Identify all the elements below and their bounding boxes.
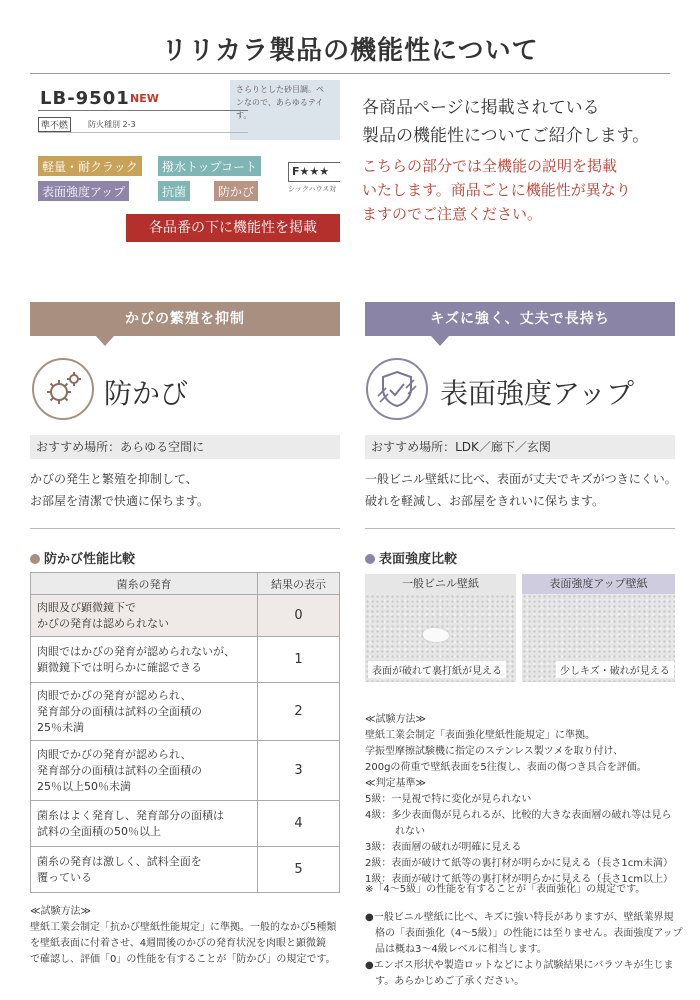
mold-compare-title <box>30 548 135 567</box>
fire-class-text: 防火種別 2-3 <box>88 120 136 129</box>
title-divider <box>30 73 670 74</box>
table-cell-value: 4 <box>258 801 340 847</box>
surface-compare-title <box>365 548 457 567</box>
intro-text: 各商品ページに掲載されている 製品の機能性についてご紹介します。 <box>362 98 650 146</box>
table-cell-text: 肉眼及び顕微鏡下で かびの発育は認められない <box>31 595 258 637</box>
note-line: ●エンボス形状や製造ロットなどにより試験結果にバラツキが生じま <box>365 960 674 971</box>
compare-image-normal <box>365 594 516 682</box>
mold-recommend: おすすめ場所：あらゆる空間に <box>30 435 340 459</box>
table-cell-value: 0 <box>258 595 340 637</box>
compare-head-normal: 一般ビニル壁紙 <box>365 574 516 594</box>
criteria-item: れない <box>365 826 425 837</box>
table-row <box>31 801 340 847</box>
criteria-item: 1級：表面が破けて紙等の裏打材が明らかに見える（長さ1cm以上） <box>365 874 673 885</box>
table-row <box>31 637 340 683</box>
mold-description: かびの発生と繁殖を抑制して、 お部屋を清潔で快適に保ちます。 <box>30 472 210 508</box>
table-row <box>31 847 340 893</box>
compare-caption-normal: 表面が破れて裏打紙が見える <box>368 661 506 678</box>
table-cell-text: 肉眼でかびの発育が認められ、 発育部分の面積は試料の全面積の 25％未満 <box>31 683 258 741</box>
tag-anti-mold: 防かび <box>214 181 258 201</box>
compare-image-strong <box>522 594 675 682</box>
mold-feature-name: 防かび <box>104 377 189 410</box>
surface-criteria-title: ≪判定基準≫ <box>365 778 426 789</box>
compare-caption-strong: 少しキズ・破れが見える <box>556 661 674 678</box>
surface-recommend: おすすめ場所：LDK／廊下／玄関 <box>365 435 675 459</box>
surface-banner: キズに強く、丈夫で長持ち <box>365 302 675 336</box>
banner-pointer <box>96 336 114 346</box>
mold-comparison-table <box>30 572 340 893</box>
surface-compare-label: 表面強度比較 <box>379 552 458 567</box>
surface-description: 一般ビニル壁紙に比べ、表面が丈夫でキズがつきにくい。 破れを軽減し、お部屋をきれいに保ちます。 <box>365 472 677 508</box>
table-row <box>31 683 340 741</box>
sample-description-text: さらりとした砂目調。ペ ンなので、あらゆるテイ す。 <box>236 85 324 120</box>
gear-mold-icon <box>32 358 94 420</box>
divider <box>38 132 248 133</box>
fire-grade-badge: 準不燃 <box>38 117 71 132</box>
compare-head-strong: 表面強度アップ壁紙 <box>522 574 675 594</box>
surface-feature-name: 表面強度アップ <box>440 377 635 410</box>
sample-product-code: LB-9501 <box>40 88 130 109</box>
tear-mark <box>423 628 449 642</box>
table-cell-text: 菌糸の発育は激しく、試料全面を 覆っている <box>31 847 258 893</box>
bullet-dot <box>30 554 40 564</box>
table-row <box>31 741 340 801</box>
table-cell-text: 肉眼ではかびの発育が認められないが、 顕微鏡下では明らかに確認できる <box>31 637 258 683</box>
tag-surface-strength: 表面強度アップ <box>38 181 129 201</box>
surface-rule: ※「4〜5級」の性能を有することが「表面強化」の規定です。 <box>365 884 646 895</box>
table-cell-text: 肉眼でかびの発育が認められ、 発育部分の面積は試料の全面積の 25％以上50％未満 <box>31 741 258 801</box>
bullet-dot <box>365 554 375 564</box>
note-line: 品は概ね3〜4級レベルに相当します。 <box>365 944 547 955</box>
intro-note: こちらの部分では全機能の説明を掲載 いたします。商品ごとに機能性が異なり ますのでご注意ください。 <box>362 157 631 223</box>
table-cell-value: 2 <box>258 683 340 741</box>
table-row <box>31 595 340 637</box>
note-line: ●一般ビニル壁紙に比べ、キズに強い特長がありますが、壁紙業界規 <box>365 912 674 923</box>
divider <box>30 528 340 529</box>
table-header: 菌糸の発育 <box>31 573 258 595</box>
tag-water-repellent: 撥水トップコート <box>158 156 261 176</box>
banner-pointer <box>431 336 449 346</box>
page-title: リリカラ製品の機能性について <box>161 36 539 66</box>
table-cell-text: 菌糸はよく発育し、発育部分の面積は 試料の全面積の50％以上 <box>31 801 258 847</box>
tag-lightweight: 軽量・耐クラック <box>38 156 142 176</box>
table-header: 結果の表示 <box>258 573 340 595</box>
mold-compare-label: 防かび性能比較 <box>44 552 136 567</box>
tag-antibacterial: 抗菌 <box>158 181 190 201</box>
divider <box>38 110 248 111</box>
criteria-item: 2級：表面が破けて紙等の裏打材が明らかに見える（長さ1cm未満） <box>365 858 673 869</box>
new-badge: NEW <box>130 92 159 105</box>
criteria-item: 5級：一見視で特に変化が見られない <box>365 794 532 805</box>
surface-notes <box>365 910 685 990</box>
table-cell-value: 3 <box>258 741 340 801</box>
surface-criteria-list <box>365 792 685 888</box>
table-cell-value: 5 <box>258 847 340 893</box>
criteria-item: 3級：表面層の破れが明確に見える <box>365 842 522 853</box>
note-line: す。あらかじめご了承ください。 <box>365 976 525 987</box>
criteria-item: 4級：多少表面傷が見られるが、比較的大きな表面層の破れ等は見ら <box>365 810 672 821</box>
sickhouse-text: シックハウス対 <box>288 185 337 193</box>
table-cell-value: 1 <box>258 637 340 683</box>
mold-banner: かびの繁殖を抑制 <box>30 302 340 336</box>
divider <box>365 528 675 529</box>
table-header-row <box>31 573 340 595</box>
note-line: 格の「表面強化（4〜5級）」の性能には至りません。表面強度アップ <box>365 928 683 939</box>
mold-test-method: ≪試験方法≫ 壁紙工業会制定「抗かび壁紙性能規定」に準拠。一般的なかび5種類 を壁紙表面に付着させ、4週間後のかびの発育状況を肉眼と顕微鏡 で確認し、評価「0」の性能を有することが「防かび」の規定です。 <box>30 906 337 965</box>
shield-scratch-icon <box>366 358 428 420</box>
sample-ribbon: 各品番の下に機能性を掲載 <box>126 214 340 242</box>
surface-test-method: ≪試験方法≫ 壁紙工業会制定「表面強化壁紙性能規定」に準拠。 学振型摩擦試験機に指定のステンレス製ツメを取り付け、 200gの荷重で壁紙表面を5往復し、表面の傷つき具合を評価。 <box>365 714 647 773</box>
f-rating-badge: F★★★ <box>288 162 340 182</box>
